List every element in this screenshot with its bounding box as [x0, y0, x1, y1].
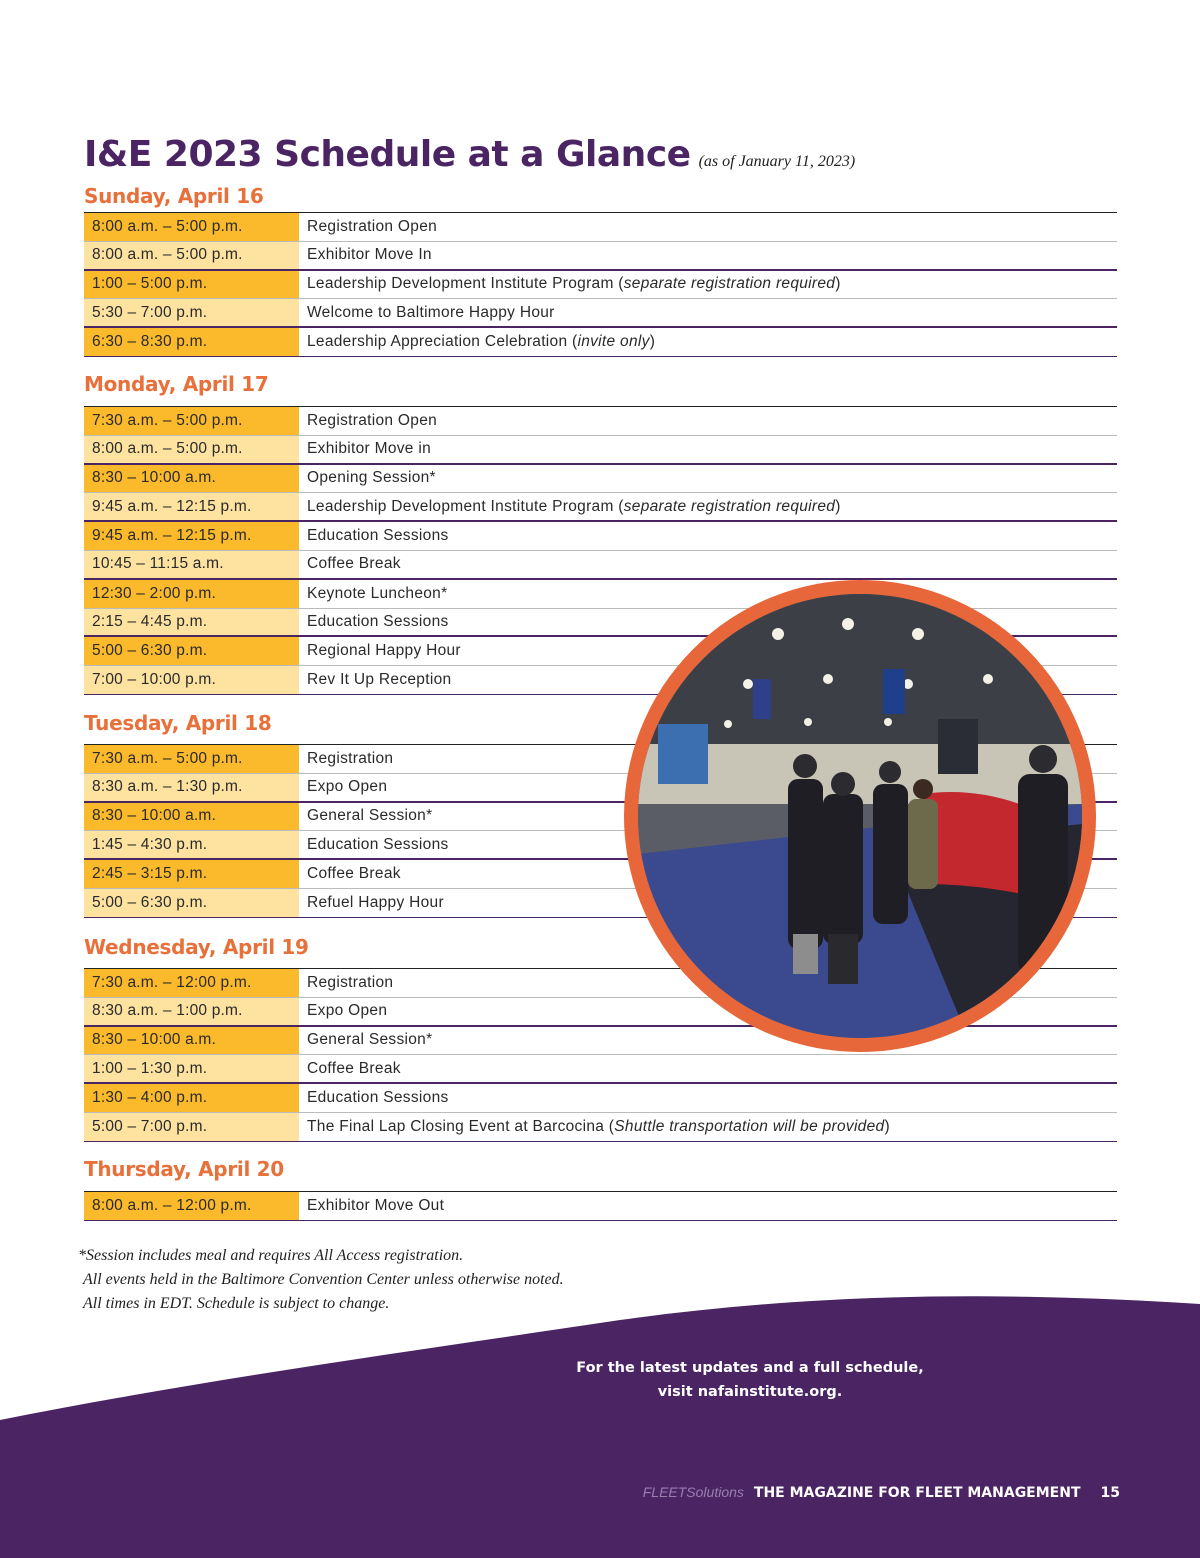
event-name: Exhibitor Move Out [307, 1196, 445, 1214]
event-name: Refuel Happy Hour [307, 893, 444, 911]
table-row [84, 271, 1117, 300]
event-name: Education Sessions [307, 835, 449, 853]
page-title-row [84, 134, 855, 175]
event-name: Exhibitor Move in [307, 440, 431, 458]
table-row [84, 465, 1117, 494]
event-name: Coffee Break [307, 555, 401, 573]
day-heading-tuesday: Tuesday, April 18 [84, 711, 272, 735]
event-cell [299, 493, 1117, 520]
time-cell: 9:45 a.m. – 12:15 p.m. [84, 522, 299, 550]
time-cell: 5:00 – 6:30 p.m. [84, 889, 299, 917]
event-name: General Session* [307, 1031, 433, 1049]
time-cell: 8:00 a.m. – 5:00 p.m. [84, 436, 299, 463]
time-cell: 8:00 a.m. – 5:00 p.m. [84, 213, 299, 241]
time-cell: 9:45 a.m. – 12:15 p.m. [84, 493, 299, 520]
event-cell [299, 522, 1117, 550]
schedule-table-sunday [84, 212, 1117, 357]
table-row [84, 1113, 1117, 1142]
cta-line-1: For the latest updates and a full schedule, [576, 1360, 924, 1376]
table-row [84, 213, 1117, 242]
time-cell: 1:30 – 4:00 p.m. [84, 1084, 299, 1112]
table-row [84, 493, 1117, 522]
event-note-close: ) [649, 333, 656, 351]
event-cell [299, 1113, 1117, 1141]
table-row [84, 328, 1117, 357]
event-name: Rev It Up Reception [307, 671, 452, 689]
schedule-table-thursday [84, 1191, 1117, 1221]
table-row [84, 299, 1117, 328]
day-heading-thursday: Thursday, April 20 [84, 1157, 284, 1181]
day-heading-monday: Monday, April 17 [84, 372, 269, 396]
day-heading-sunday: Sunday, April 16 [84, 184, 264, 208]
time-cell: 8:30 – 10:00 a.m. [84, 803, 299, 831]
table-row [84, 407, 1117, 436]
event-name: The Final Lap Closing Event at Barcocina ( [307, 1117, 615, 1135]
footnote-times: All times in EDT. Schedule is subject to change. [83, 1295, 390, 1312]
event-name: Registration Open [307, 217, 438, 235]
event-note: separate registration required [623, 497, 836, 515]
time-cell: 8:00 a.m. – 5:00 p.m. [84, 242, 299, 269]
event-name: Registration [307, 973, 394, 991]
magazine-name: FLEETSolutions [642, 1484, 744, 1500]
table-row [84, 551, 1117, 580]
time-cell: 1:00 – 1:30 p.m. [84, 1055, 299, 1082]
event-name: Registration Open [307, 411, 438, 429]
time-cell: 5:30 – 7:00 p.m. [84, 299, 299, 326]
event-name: Opening Session* [307, 469, 436, 487]
time-cell: 8:00 a.m. – 12:00 p.m. [84, 1192, 299, 1220]
time-cell: 8:30 a.m. – 1:30 p.m. [84, 774, 299, 801]
event-name: Leadership Development Institute Program ( [307, 497, 624, 515]
event-note: Shuttle transportation will be provided [614, 1117, 885, 1135]
table-row [84, 1192, 1117, 1221]
table-row [84, 436, 1117, 465]
event-cell [299, 465, 1117, 493]
footnote-meal: *Session includes meal and requires All Access registration. [78, 1247, 464, 1264]
event-cell [299, 580, 1117, 608]
event-note: separate registration required [623, 275, 836, 293]
time-cell: 5:00 – 7:00 p.m. [84, 1113, 299, 1141]
event-cell [299, 242, 1117, 269]
time-cell: 8:30 – 10:00 a.m. [84, 465, 299, 493]
table-row [84, 1027, 1117, 1056]
event-cell [299, 551, 1117, 578]
event-name: Education Sessions [307, 527, 449, 545]
event-name: Regional Happy Hour [307, 642, 461, 660]
time-cell: 2:45 – 3:15 p.m. [84, 860, 299, 888]
event-note-close: ) [835, 497, 841, 515]
event-cell [299, 436, 1117, 463]
table-row [84, 1084, 1117, 1113]
table-row [84, 242, 1117, 271]
event-note-close: ) [884, 1117, 890, 1135]
footnote-location: All events held in the Baltimore Convention Center unless otherwise noted. [83, 1271, 564, 1288]
time-cell: 7:30 a.m. – 5:00 p.m. [84, 407, 299, 435]
time-cell: 8:30 – 10:00 a.m. [84, 1027, 299, 1055]
event-name: Education Sessions [307, 1089, 449, 1107]
event-cell [299, 213, 1117, 241]
event-cell [299, 1084, 1117, 1112]
event-cell [299, 1055, 1117, 1082]
event-name: Education Sessions [307, 612, 449, 630]
event-name: Keynote Luncheon* [307, 584, 448, 602]
time-cell: 8:30 a.m. – 1:00 p.m. [84, 998, 299, 1025]
time-cell: 7:00 – 10:00 p.m. [84, 666, 299, 694]
time-cell: 10:45 – 11:15 a.m. [84, 551, 299, 578]
event-name: Expo Open [307, 778, 388, 796]
cta-line-2[interactable]: visit nafainstitute.org. [657, 1384, 843, 1400]
event-name: Leadership Appreciation Celebration ( [307, 333, 578, 351]
day-heading-wednesday: Wednesday, April 19 [84, 935, 309, 959]
event-name: Welcome to Baltimore Happy Hour [307, 303, 555, 321]
time-cell: 2:15 – 4:45 p.m. [84, 609, 299, 636]
expo-floor-photo [624, 580, 1096, 1052]
time-cell: 6:30 – 8:30 p.m. [84, 328, 299, 356]
time-cell: 12:30 – 2:00 p.m. [84, 580, 299, 608]
event-note: invite only [577, 333, 650, 351]
event-cell [299, 407, 1117, 435]
event-name: Leadership Development Institute Program ( [307, 275, 624, 293]
expo-photo-illustration [638, 594, 1082, 1038]
time-cell: 7:30 a.m. – 5:00 p.m. [84, 745, 299, 773]
time-cell: 1:45 – 4:30 p.m. [84, 831, 299, 858]
event-cell [299, 271, 1117, 299]
title-date-note: (as of January 11, 2023) [698, 153, 856, 170]
footer-call-to-action [560, 1356, 940, 1404]
event-cell [299, 299, 1117, 326]
event-note-close: ) [835, 275, 841, 293]
page-folio [643, 1484, 1120, 1501]
time-cell: 5:00 – 6:30 p.m. [84, 637, 299, 665]
event-name: General Session* [307, 807, 433, 825]
event-name: Coffee Break [307, 865, 401, 883]
event-name: Expo Open [307, 1002, 388, 1020]
time-cell: 7:30 a.m. – 12:00 p.m. [84, 969, 299, 997]
event-cell [299, 1027, 1117, 1055]
event-cell [299, 1192, 1117, 1220]
page-title: I&E 2023 Schedule at a Glance [84, 134, 691, 175]
magazine-tagline: THE MAGAZINE FOR FLEET MANAGEMENT [753, 1485, 1081, 1501]
page-number: 15 [1100, 1485, 1120, 1501]
event-name: Coffee Break [307, 1059, 401, 1077]
time-cell: 1:00 – 5:00 p.m. [84, 271, 299, 299]
table-row [84, 522, 1117, 551]
event-name: Exhibitor Move In [307, 246, 432, 264]
footer-purple-wave [0, 1290, 1200, 1558]
event-cell [299, 328, 1117, 356]
event-name: Registration [307, 749, 394, 767]
table-row [84, 1055, 1117, 1084]
